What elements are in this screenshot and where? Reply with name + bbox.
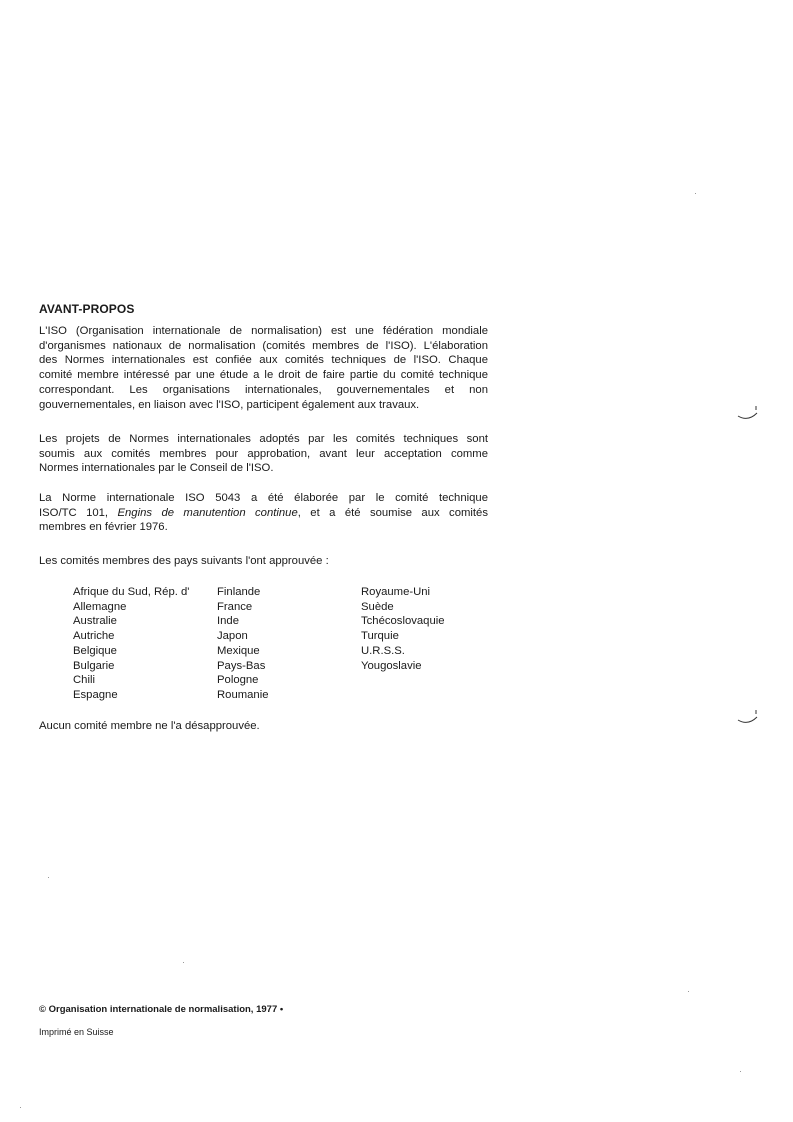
paragraph-line: Les projets de Normes internationales adoptés par les comités techniques sont bbox=[39, 433, 488, 445]
country-column-1 bbox=[73, 585, 189, 703]
country-item: Inde bbox=[217, 615, 239, 628]
paragraph-line: Normes internationales par le Conseil de l'ISO. bbox=[39, 462, 274, 475]
country-item: Espagne bbox=[73, 688, 118, 701]
country-item: Belgique bbox=[73, 644, 117, 657]
paragraph-line: comité membre intéressé par une étude a le droit de faire partie du comité technique bbox=[39, 369, 488, 382]
country-item: Japon bbox=[217, 630, 248, 643]
scan-speck bbox=[48, 877, 49, 878]
paragraph-line: gouvernementales, en liaison avec l'ISO, participent également aux travaux. bbox=[39, 398, 420, 411]
country-item: Pays-Bas bbox=[217, 659, 266, 672]
paragraph-line: Les comités membres des pays suivants l'ont approuvée : bbox=[39, 555, 329, 567]
paragraph-line: Aucun comité membre ne l'a désapprouvée. bbox=[39, 720, 260, 732]
committee-title: Engins de manutention continue bbox=[117, 506, 298, 519]
committee-reference: ISO/TC 101, bbox=[39, 506, 118, 519]
country-column-3 bbox=[361, 585, 445, 673]
foreword-paragraph-1 bbox=[39, 324, 488, 412]
foreword-paragraph-3 bbox=[39, 491, 488, 535]
paragraph-line: La Norme internationale ISO 5043 a été élaborée par le comité technique bbox=[39, 492, 488, 504]
country-item: Tchécoslovaquie bbox=[361, 615, 445, 628]
submission-text: , et a été soumise aux comités bbox=[297, 506, 488, 519]
country-item: Mexique bbox=[217, 644, 260, 657]
paragraph-line: correspondant. Les organisations internationales, gouvernementales et non bbox=[39, 383, 488, 396]
country-item: Afrique du Sud, Rép. d' bbox=[73, 586, 190, 598]
binding-hole-mark bbox=[736, 706, 760, 726]
scan-speck bbox=[695, 193, 696, 194]
country-item: Allemagne bbox=[73, 600, 127, 613]
country-item: France bbox=[217, 600, 253, 613]
country-item: Autriche bbox=[73, 630, 115, 643]
country-item: Bulgarie bbox=[73, 659, 115, 672]
paragraph-line: L'ISO (Organisation internationale de normalisation) est une fédération mondiale bbox=[39, 325, 488, 337]
paragraph-line bbox=[39, 506, 488, 521]
approval-intro bbox=[39, 554, 488, 569]
paragraph-line: soumis aux comités membres pour approbation, avant leur acceptation comme bbox=[39, 447, 488, 460]
scan-speck bbox=[688, 991, 689, 992]
country-column-2 bbox=[217, 585, 269, 703]
disapproval-statement bbox=[39, 719, 488, 734]
country-item: Pologne bbox=[217, 674, 259, 687]
binding-hole-mark bbox=[736, 402, 760, 422]
country-item: Finlande bbox=[217, 586, 261, 598]
foreword-title: AVANT-PROPOS bbox=[39, 302, 135, 316]
scan-speck bbox=[20, 1107, 21, 1108]
country-item: Chili bbox=[73, 674, 95, 687]
printed-in-note: Imprimé en Suisse bbox=[39, 1027, 114, 1037]
scan-speck bbox=[740, 1071, 741, 1072]
paragraph-line: d'organismes nationaux de normalisation (comités membres de l'ISO). L'élaboration bbox=[39, 339, 488, 352]
country-item: U.R.S.S. bbox=[361, 644, 405, 657]
country-item: Yougoslavie bbox=[361, 659, 422, 672]
scan-speck bbox=[183, 962, 184, 963]
paragraph-line: des Normes internationales est confiée aux comités techniques de l'ISO. Chaque bbox=[39, 354, 488, 367]
country-item: Roumanie bbox=[217, 688, 269, 701]
country-item: Royaume-Uni bbox=[361, 586, 431, 598]
copyright-notice: © Organisation internationale de normalisation, 1977 • bbox=[39, 1004, 284, 1015]
country-item: Turquie bbox=[361, 630, 399, 643]
country-item: Australie bbox=[73, 615, 117, 628]
foreword-paragraph-2 bbox=[39, 432, 488, 476]
paragraph-line: membres en février 1976. bbox=[39, 521, 168, 534]
country-item: Suède bbox=[361, 600, 394, 613]
